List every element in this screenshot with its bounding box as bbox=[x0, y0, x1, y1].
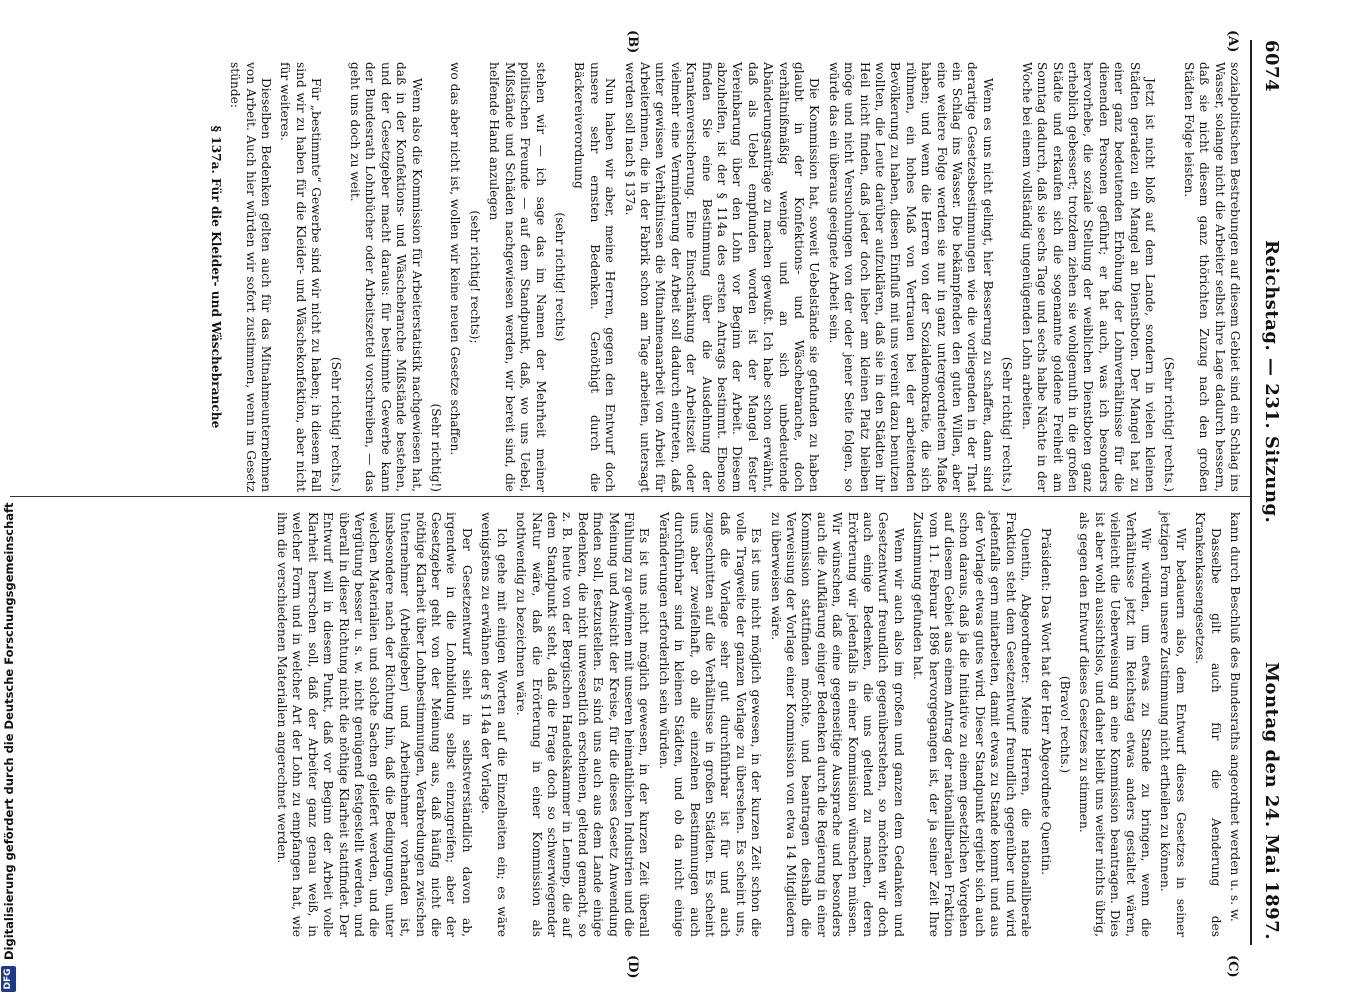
paragraph: Dieselben Bedenken gelten auch für das Mitnahmeunternehmen von Arbeit. Auch hier würden wir sofort zustimmen, wenn im Gesetz stünde: bbox=[228, 62, 274, 492]
page-header bbox=[1256, 40, 1282, 940]
paragraph: Präsident: Das Wort hat der Herr Abgeordnete Quentin. bbox=[1038, 528, 1053, 876]
margin-marker-c: (C) bbox=[1225, 955, 1240, 978]
paragraph: Es ist uns nicht möglich gewesen, in der kurzen Zeit überall Fühlung zu gewinnen mit unseren heimathlichen Industrien und die Meinung und Ansicht der Kreise, für die dieses Gesetz Anwendung finden soll, festzustellen. Es sind uns auch aus dem Lande einige Bedenken, die nicht unwesentlich erscheinen, geltend gemacht, so z. B. heute von der Bergischen Handelskammer in Lennep, die auf dem Standpunkt steht, daß die Frage doch so schwerwiegender Natur wäre, daß die Erörterung in einer Kommission als nothwendig zu bezeichnen wäre. bbox=[514, 512, 652, 937]
left-column bbox=[203, 62, 1242, 492]
column-divider bbox=[10, 496, 1250, 497]
interjection: (sehr richtig! rechts) bbox=[552, 212, 567, 342]
interjection: (Bravo! rechts.) bbox=[1057, 675, 1072, 774]
paragraph: stehen wir — ich sage das im Namen der Mehrheit meiner politischen Freunde — auf dem Standpunkt, daß, wo uns Uebel, Mißstände und Schäden nachgewiesen werden, wir bereit sind, die helfende Hand anzulegen bbox=[487, 62, 548, 492]
header-rule bbox=[1250, 40, 1252, 945]
page-title: Reichstag. — 231. Sitzung. bbox=[1261, 240, 1282, 524]
paragraph: kann durch Beschluß des Bundesraths angeordnet werden u. s. w. bbox=[1228, 512, 1242, 922]
interjection: (Sehr richtig! rechts.) bbox=[1000, 356, 1015, 492]
paragraph: wo das aber nicht ist, wollen wir keine neuen Gesetze schaffen. bbox=[448, 62, 463, 456]
paragraph: Wenn es uns nicht gelingt, hier Besserung zu schaffen, dann sind derartige Gesetzesbestimmungen wie die vorliegenden in der That ein Schlag ins Wasser. Die bekämpfenden den guten Willen, aber eine weitere Folge werden sie nur in ganz untergeordnetem Maße haben; und wenn die Herren von der Sozialdemokratie, die sich rühmen, ein hohes Maß von Vertrauen bei der arbeitenden Bevölkerung zu haben, diesen Einfluß mit uns vereint dazu benutzen wollten, die Leute darüber aufzuklären, daß sie in den Städten ihr Heil nicht finden, daß jeder doch lieber am kleinen Platz bleiben möge und nicht Versuchungen von der oder jener Seite folgen, so würde das ein überaus geeignete Arbeit sein. bbox=[826, 62, 995, 492]
credit-text: Digitalisierung gefördert durch die Deutsche Forschungsgemeinschaft bbox=[2, 502, 16, 960]
dfg-logo-icon: DFG bbox=[1, 966, 16, 992]
page-date: Montag den 24. Mai 1897. bbox=[1261, 662, 1282, 940]
paragraph: Der Gesetzentwurf sieht in selbstverständlich davon ab, irgendwie in die Lohnbildung selbst einzugreifen; aber der Gesetzgeber geht von der Meinung aus, daß häufig nicht die nöthige Klarheit über Lohnbestimmungen, Verabredungen zwischen Unternehmer (Arbeitgeber) und Arbeitnehmer vorhanden ist, insbesondere nach der Richtung hin, daß die Bedingungen, unter welchen Materialien und solche Sachen geliefert werden, und die Vergütung besser u. s. w. nicht genügend festgestellt werden, und überall in dieser Richtung nicht die nöthige Klarheit stattfindet. Der Entwurf will in diesem Punkt, daß vor Beginn der Arbeit volle Klarheit herrschen soll, daß der Arbeiter ganz genau weiß, in welcher Form und in welcher Art der Lohn zu empfangen hat, wie ihm die verschiedenen Materialien angerechnet werden. bbox=[275, 512, 474, 937]
margin-marker-d: (D) bbox=[625, 955, 640, 979]
paragraph: Die Kommission hat, soweit Uebelstände sie gefunden zu haben glaubt in der Konfektions- und Wäschebranche, doch verhältnißmäßig wenige und an sich unbedeutende Abänderungsanträge zu machen gewußt. Ich habe schon erwähnt, daß als Uebel empfunden worden ist der Mangel fester Vereinbarung über den Lohn vor Beginn der Arbeit. Diesem abzuhelfen, ist der § 114a des ersten Antrags bestimmt. Ebenso finden Sie eine Bestimmung über die Ausdehnung der Krankenversicherung. Eine Einschränkung der Arbeitszeit oder vielmehr eine Verminderung der Arbeit soll dadurch eintreten, daß unter gewissen Verhältnissen die Mitnahmeanarbeit von Arbeit für Arbeiterinnen, die in der Fabrik schon am Tage arbeiten, untersagt werden soll nach § 137a. bbox=[622, 62, 822, 492]
paragraph: Jetzt ist nicht bloß auf dem Lande, sondern in vielen kleinen Städten geradezu ein Mangel an Dienstboten. Der Mangel hat zu einer ganz bedeutenden Erhöhung der Lohnverhältnisse für die dienenden Personen geführt; er hat auch, was ich besonders hervorhebe, die soziale Stellung der weiblichen Dienstboten ganz erheblich gebessert; trotzdem ziehen sie wohlgemuth in die großen Städte und erkaufen sich die sogenannte goldene Freiheit am Sonntag dadurch, daß sie sechs Tage und sechs halbe Nächte in der Woche bei einem vollständig ungenügenden Lohn arbeiten. bbox=[1019, 62, 1157, 492]
page-number: 6074 bbox=[1261, 40, 1282, 93]
paragraph: Für „bestimmte“ Gewerbe sind wir nicht zu haben; in diesem Fall sind wir zu haben für die Kleider- und Wäschekonfektion, aber nicht für weiteres. bbox=[278, 62, 324, 492]
paragraph: sozialpolitischen Bestrebungen auf diesem Gebiet sind ein Schlag ins Wasser, solange nicht die Arbeiter selbst ihre Lage dadurch bessern, daß sie nicht diesem ganz thörichten Zuzug nach den großen Städten Folge leisten. bbox=[1181, 62, 1242, 492]
paragraph: Wir bedauern also, dem Entwurf dieses Gesetzes in seiner jetzigen Form unsere Zustimmung nicht ertheilen zu können. bbox=[1158, 512, 1188, 937]
margin-marker-a: (A) bbox=[1225, 30, 1240, 53]
right-column bbox=[270, 512, 1242, 937]
digitization-credit bbox=[0, 0, 20, 1000]
margin-marker-b: (B) bbox=[625, 30, 640, 54]
paragraph: Wenn wir auch also im großen und ganzen dem Gedanken und Gesetzentwurf freundlich gegenüberstehen, so möchten wir doch auch einige Bedenken, die uns geltend zu machen, deren Erörterung wir jedenfalls in einer Kommission wünschen müssen. Wir wünschen, daß eine gegenseitige Aussprache und besonders auch die Aufklärung einiger Bedenken durch die Regierung in einer Kommission stattfinden möchte, und beantragen deshalb die Verweisung der Vorlage einer Kommission von etwa 14 Mitgliedern zu überweisen wäre. bbox=[768, 512, 906, 937]
interjection: (sehr richtig! rechts); bbox=[467, 210, 482, 344]
paragraph: Quentin, Abgeordneter: Meine Herren, die nationalliberale Fraktion steht dem Gesetzentwurf freundlich gegenüber und wird jedenfalls gern mitarbeiten, damit etwas zu Stande kommt und aus der Vorlage etwas gutes wird. Dieser Standpunkt ergiebt sich auch schon daraus, daß ja die Initiative zu einem gesetzlichen Vorgehen auf diesem Gebiet aus einem Antrag der nationalliberalen Fraktion vom 11. Februar 1896 hervorgegangen ist, der ja seiner Zeit Ihre Zustimmung gefunden hat. bbox=[911, 512, 1034, 937]
paragraph: Ich gehe mit einigen Worten auf die Einzelheiten ein; es wäre wenigstens zu erwähnen der § 114a der Vorlage. bbox=[479, 512, 509, 937]
interjection: (Sehr richtig! rechts.) bbox=[1162, 356, 1177, 492]
paragraph: Dasselbe gilt auch für die Aenderung des Krankenkassengesetzes. bbox=[1193, 512, 1223, 937]
paragraph: Wir würden, um etwas zu Stande zu bringen, wenn die Verhältnisse jetzt im Reichstag etwas anders gestaltet wären, vielleicht die Ueberweisung an eine Kommission beantragen. Dies ist aber wohl aussichtslos, und daher bleibt uns weiter nichts übrig, als gegen den Entwurf dieses Gesetzes zu stimmen. bbox=[1077, 512, 1153, 937]
paragraph: Es ist uns nicht möglich gewesen, in der kurzen Zeit schon die volle Tragweite der ganzen Vorlage zu übersehen. Es scheint uns, daß die Vorlage sehr gut durchführbar ist für und auch zugeschnitten auf die Verhältnisse in großen Städten. Es scheint uns aber zweifelhaft, ob alle einzelnen Bestimmungen auch durchführbar sind in kleinen Städten, und ob da nicht einige Veränderungen erforderlich sein würden. bbox=[656, 512, 764, 937]
paragraph: Wenn also die Kommission für Arbeiterstatistik nachgewiesen hat, daß in der Konfektions- und Wäschebranche Mißstände bestehen, und der Gesetzgeber macht daraus: für bestimmte Gewerbe kann der Bundesrath Lohnbücher oder Arbeitszettel vorschreiben, — das geht uns doch zu weit. bbox=[348, 62, 424, 492]
paragraph: § 137a. Für die Kleider- und Wäschebranche bbox=[208, 125, 223, 429]
paragraph: Nun haben wir aber, meine Herren, gegen den Entwurf doch unsere sehr ernsten Bedenken. Genöthigt durch die Bäckereiverordnung bbox=[572, 62, 618, 492]
interjection: (Sehr richtig!) bbox=[429, 403, 444, 492]
interjection: (Sehr richtig! rechts.) bbox=[328, 356, 343, 492]
